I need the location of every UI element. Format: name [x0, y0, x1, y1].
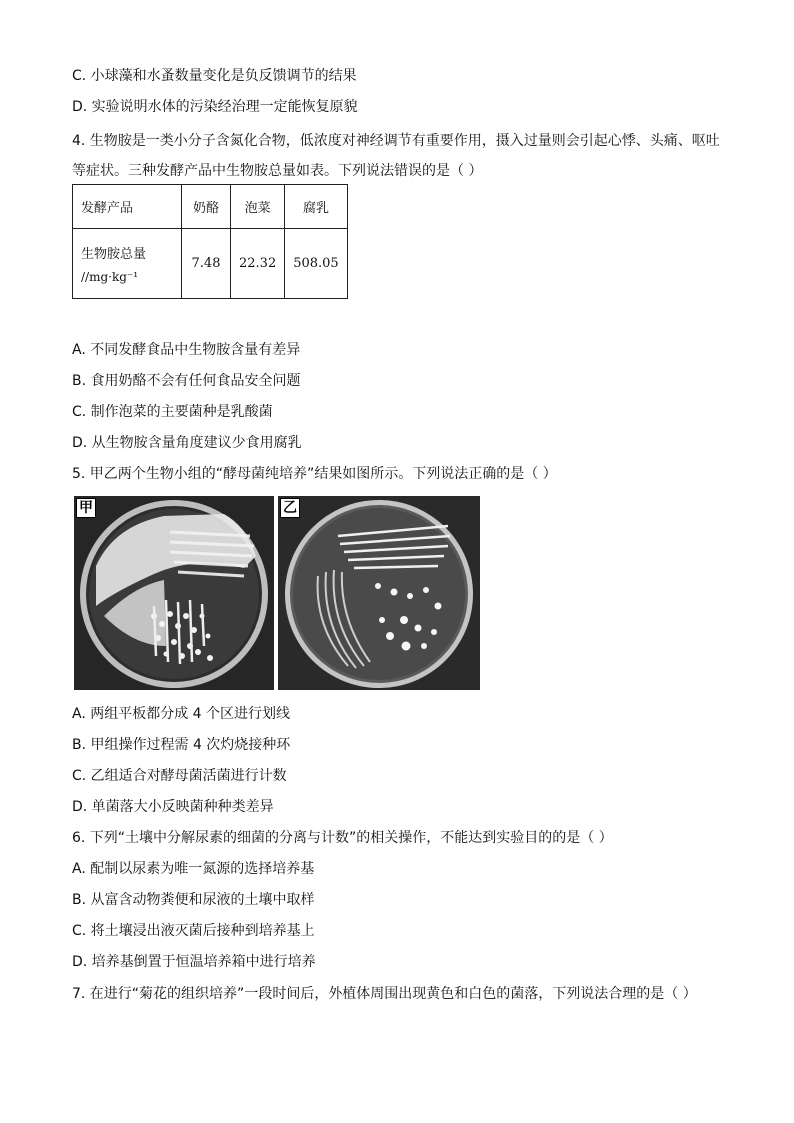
- petri-dish-right-image: [278, 496, 480, 690]
- q6-option-a: A. 配制以尿素为唯一氮源的选择培养基: [72, 861, 315, 877]
- table-row-label: [73, 229, 182, 299]
- q3-option-d: D. 实验说明水体的污染经治理一定能恢复原貌: [72, 99, 358, 115]
- table-header-kimchi: 泡菜: [231, 185, 285, 229]
- q6-option-b: B. 从富含动物粪便和尿液的土壤中取样: [72, 892, 315, 908]
- q6-option-c: C. 将土壤浸出液灭菌后接种到培养基上: [72, 923, 315, 939]
- biogenic-amine-table: [72, 184, 348, 299]
- q4-option-a: A. 不同发酵食品中生物胺含量有差异: [72, 342, 301, 358]
- question-6-stem: 6. 下列“土壤中分解尿素的细菌的分离与计数”的相关操作，不能达到实验目的的是（ ）: [72, 830, 613, 846]
- question-5-stem: 5. 甲乙两个生物小组的“酵母菌纯培养”结果如图所示。下列说法正确的是（ ）: [72, 466, 557, 482]
- figure-label-yi: 乙: [280, 498, 300, 518]
- table-cell-cheese: 7.48: [182, 229, 231, 299]
- question-7-stem: 7. 在进行“菊花的组织培养”一段时间后，外植体周围出现黄色和白色的菌落，下列说法合理的是（ ）: [72, 986, 697, 1002]
- q5-option-a: A. 两组平板都分成 4 个区进行划线: [72, 706, 291, 722]
- table-header-cheese: 奶酪: [182, 185, 231, 229]
- table-header-tofu: 腐乳: [285, 185, 348, 229]
- q6-option-d: D. 培养基倒置于恒温培养箱中进行培养: [72, 954, 316, 970]
- table-cell-kimchi: 22.32: [231, 229, 285, 299]
- q5-option-d: D. 单菌落大小反映菌种种类差异: [72, 799, 274, 815]
- q3-option-c: C. 小球藻和水蚤数量变化是负反馈调节的结果: [72, 68, 357, 84]
- petri-dish-figure-left: [74, 496, 274, 690]
- q4-option-b: B. 食用奶酪不会有任何食品安全问题: [72, 373, 301, 389]
- petri-dish-figure-right: [278, 496, 480, 690]
- table-header-product: 发酵产品: [73, 185, 182, 229]
- q4-option-d: D. 从生物胺含量角度建议少食用腐乳: [72, 435, 302, 451]
- q4-option-c: C. 制作泡菜的主要菌种是乳酸菌: [72, 404, 273, 420]
- petri-dish-left-image: [74, 496, 274, 690]
- table-cell-tofu: 508.05: [285, 229, 348, 299]
- figure-label-jia: 甲: [76, 498, 96, 518]
- q5-option-b: B. 甲组操作过程需 4 次灼烧接种环: [72, 737, 291, 753]
- question-4-stem: 4. 生物胺是一类小分子含氮化合物，低浓度对神经调节有重要作用，摄入过量则会引起心悸、头痛、呕吐等症状。三种发酵产品中生物胺总量如表。下列说法错误的是（ ）: [72, 133, 720, 179]
- q5-option-c: C. 乙组适合对酵母菌活菌进行计数: [72, 768, 287, 784]
- row-label-text: 生物胺总量: [81, 247, 147, 262]
- row-unit-text: //mg·kg⁻¹: [81, 270, 139, 284]
